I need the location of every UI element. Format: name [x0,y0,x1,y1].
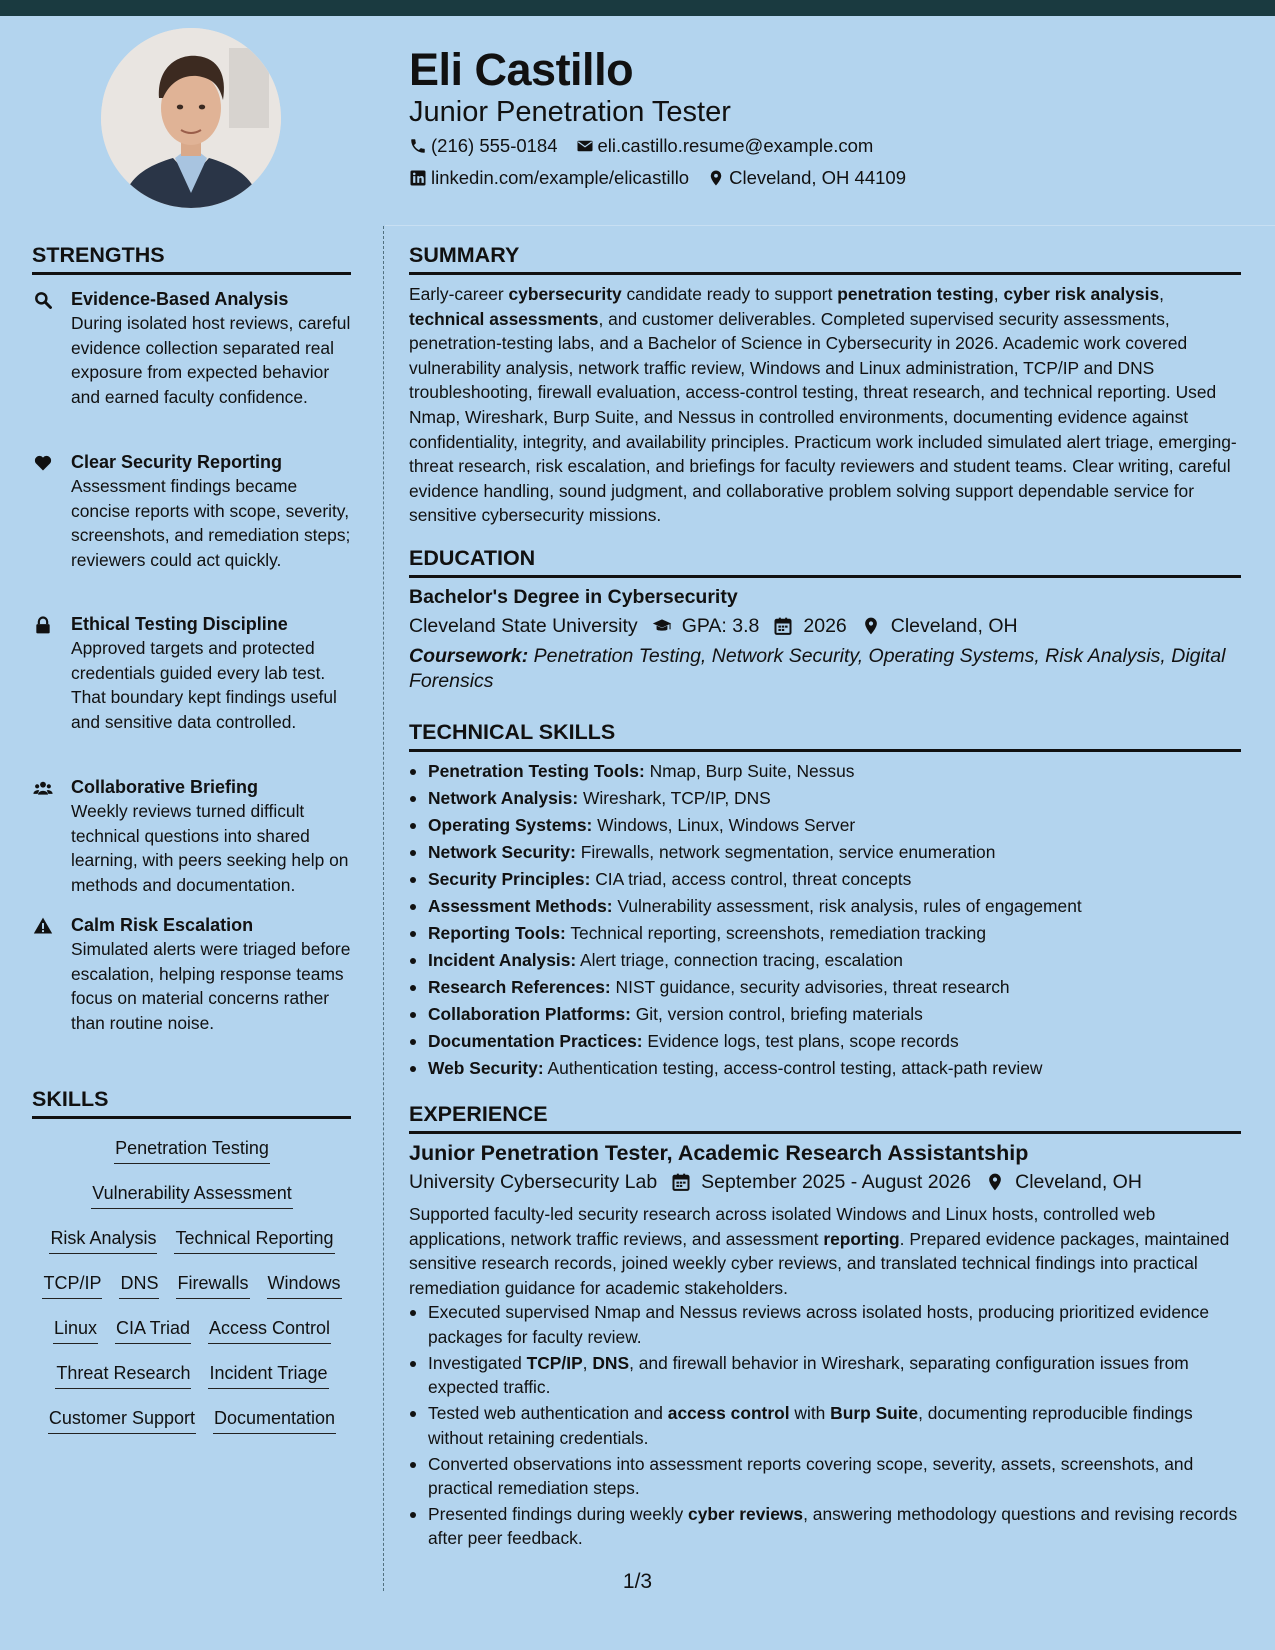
education-entry [409,584,1241,693]
technical-skill-values: Nmap, Burp Suite, Nessus [644,761,855,781]
text-run: , [1159,284,1164,304]
experience-org: University Cybersecurity Lab [409,1171,658,1193]
profile-photo [101,28,281,208]
heart-icon [32,453,54,473]
text-run: . Prepared evidence packages, maintained sensitive research records, joined weekly cyber reviews, and translated technical findings into practical remediation guidance for academic stakeholders. [409,1228,1230,1298]
skill-tag: Windows [267,1271,342,1299]
experience-bullet [409,1452,1241,1501]
text-run: Converted observations into assessment reports covering scope, severity, assets, screenshots, and practical remediation steps. [428,1453,1194,1499]
experience-bullet [409,1502,1241,1551]
technical-skill-values: Wireshark, TCP/IP, DNS [578,788,771,808]
skill-tag: Threat Research [55,1361,191,1389]
technical-skill-item [409,812,1241,839]
experience-heading: EXPERIENCE [409,1101,1241,1134]
strength-item [32,287,352,409]
phone-text: (216) 555-0184 [431,135,558,156]
top-accent-bar [0,0,1275,16]
skill-row [32,1271,352,1299]
technical-skill-category: Security Principles: [428,869,591,889]
skill-tag: CIA Triad [115,1316,191,1344]
technical-skill-values: Alert triage, connection tracing, escalation [576,950,903,970]
emphasis-text: penetration testing [837,284,994,304]
candidate-name: Eli Castillo [409,44,634,95]
experience-role: Junior Penetration Tester, Academic Research Assistantship [409,1141,1029,1165]
emphasis-text: cyber risk analysis [1003,284,1160,304]
technical-skill-item [409,920,1241,947]
experience-meta [409,1168,1241,1196]
coursework-label: Coursework: [409,645,529,667]
experience-entry [409,1139,1241,1552]
technical-skill-values: Firewalls, network segmentation, service enumeration [575,842,996,862]
summary-text [409,282,1241,528]
technical-skill-values: Vulnerability assessment, risk analysis, rules of engagement [612,896,1082,916]
emphasis-text: reporting [823,1228,900,1249]
skill-tag: Incident Triage [208,1361,328,1389]
text-run: Early-career [409,284,509,304]
warning-icon [32,916,54,936]
skill-row [32,1316,352,1344]
strength-title: Collaborative Briefing [71,777,259,797]
experience-bullets [409,1300,1241,1551]
skill-tag: Access Control [208,1316,331,1344]
contact-row-1 [409,134,891,158]
education-heading: EDUCATION [409,545,1241,578]
technical-skill-category: Web Security: [428,1058,544,1078]
emphasis-text: access control [667,1403,790,1424]
emphasis-text: cyber reviews [688,1503,804,1524]
text-run: , and firewall behavior in Wireshark, separating configuration issues from expected traffic. [428,1352,1189,1398]
technical-skill-item [409,947,1241,974]
strength-title: Evidence-Based Analysis [71,289,289,309]
technical-skill-item [409,1055,1241,1082]
technical-skill-item [409,1001,1241,1028]
technical-skill-values: NIST guidance, security advisories, threat research [610,977,1010,997]
graduation-cap-icon [652,616,672,636]
education-meta [409,612,1241,640]
degree-title: Bachelor's Degree in Cybersecurity [409,586,738,608]
page-number: 1/3 [622,1570,653,1593]
header-divider [385,225,1275,226]
location-item [707,166,906,190]
email-icon [576,137,594,155]
text-run: Executed supervised Nmap and Nessus reviews across isolated hosts, producing prioritized evidence packages for faculty review. [428,1302,1210,1347]
calendar-icon [773,616,793,636]
emphasis-text: cybersecurity [508,284,622,304]
phone-item [409,134,558,158]
school-name: Cleveland State University [409,615,638,637]
technical-skill-category: Penetration Testing Tools: [428,761,645,781]
technical-skill-category: Collaboration Platforms: [428,1004,631,1024]
strength-item [32,612,352,734]
strength-description: During isolated host reviews, careful evidence collection separated real exposure from expected behavior and earned faculty confidence. [71,313,351,407]
skill-tag: Penetration Testing [114,1136,270,1164]
skill-row [32,1406,352,1434]
skill-tag: Technical Reporting [174,1226,334,1254]
technical-skill-values: CIA triad, access control, threat concepts [590,869,912,889]
skill-tag: Vulnerability Assessment [91,1181,292,1209]
strength-description: Simulated alerts were triaged before escalation, helping response teams focus on material concerns rather than routine noise. [71,939,351,1033]
coursework [409,644,1241,693]
text-run: , [582,1352,593,1373]
technical-skill-item [409,866,1241,893]
calendar-icon [671,1172,691,1192]
technical-skill-item [409,758,1241,785]
coursework-list: Penetration Testing, Network Security, Operating Systems, Risk Analysis, Digital Forensics [409,645,1226,692]
experience-bullet [409,1351,1241,1400]
email-item[interactable] [576,134,874,158]
technical-skill-values: Evidence logs, test plans, scope records [642,1031,959,1051]
linkedin-text[interactable]: linkedin.com/example/elicastillo [431,167,690,188]
technical-skills-heading: TECHNICAL SKILLS [409,719,1241,752]
skill-tag: DNS [119,1271,159,1299]
gpa-text: GPA: 3.8 [681,615,760,637]
strengths-heading: STRENGTHS [32,242,351,275]
text-run: Tested web authentication and [428,1403,668,1424]
strength-description: Weekly reviews turned difficult technical questions into shared learning, with peers seeking help on methods and documentation. [71,801,349,895]
location-text: Cleveland, OH 44109 [729,167,906,188]
summary-heading: SUMMARY [409,242,1241,275]
text-run: candidate ready to support [621,284,838,304]
strength-title: Ethical Testing Discipline [71,614,288,634]
strength-description: Assessment findings became concise reports with scope, severity, screenshots, and remediation steps; reviewers could act quickly. [71,476,351,570]
technical-skill-values: Technical reporting, screenshots, remediation tracking [565,923,986,943]
technical-skill-category: Network Security: [428,842,576,862]
education-location: Cleveland, OH [890,615,1018,637]
technical-skill-category: Reporting Tools: [428,923,566,943]
technical-skill-category: Network Analysis: [428,788,579,808]
technical-skill-item [409,839,1241,866]
experience-bullet [409,1300,1241,1349]
technical-skill-item [409,785,1241,812]
contact-row-2 [409,166,924,190]
text-run: , documenting reproducible findings without retaining credentials. [428,1403,1193,1448]
strength-title: Calm Risk Escalation [71,915,254,935]
skill-tag: TCP/IP [42,1271,102,1299]
technical-skill-values: Authentication testing, access-control testing, attack-path review [543,1058,1043,1078]
experience-dates: September 2025 - August 2026 [701,1171,972,1193]
text-run: , and customer deliverables. Completed supervised security assessments, penetration-testing labs, and a Bachelor of Science in Cybersecurity in 2026. Academic work covered vulnerability analysis, network traffic review, Windows and Linux administration, TCP/IP and DNS troubleshooting, firewall evaluation, access-control testing, threat research, and technical reporting. Used Nmap, Wireshark, Burp Suite, and Nessus in controlled environments, documenting evidence against confidentiality, integrity, and availability principles. Practicum work included simulated alert triage, emerging-threat research, risk escalation, and briefings for faculty reviewers and student teams. Clear writing, careful evidence handling, sound judgment, and collaborative problem solving support dependable service for sensitive cybersecurity missions. [409,308,1237,526]
phone-icon [409,137,427,155]
map-pin-icon [861,616,881,636]
candidate-title: Junior Penetration Tester [409,96,731,128]
strength-item [32,775,352,897]
search-icon [32,290,54,310]
technical-skill-item [409,974,1241,1001]
strength-item [32,450,352,572]
technical-skill-category: Assessment Methods: [428,896,613,916]
experience-location: Cleveland, OH [1015,1171,1142,1193]
technical-skill-category: Operating Systems: [428,815,593,835]
users-icon [32,778,54,798]
text-run: , [993,284,1004,304]
experience-intro [409,1202,1241,1300]
technical-skill-item [409,1028,1241,1055]
emphasis-text: technical assessments [409,308,599,329]
technical-skill-values: Windows, Linux, Windows Server [592,815,856,835]
emphasis-text: TCP/IP [526,1352,583,1373]
text-run: , answering methodology questions and revising records after peer feedback. [428,1503,1238,1549]
skill-row [32,1181,352,1209]
strength-description: Approved targets and protected credentials guided every lab test. That boundary kept findings useful and sensitive data controlled. [71,638,337,732]
technical-skill-category: Documentation Practices: [428,1031,643,1051]
skill-tag: Risk Analysis [49,1226,157,1254]
skill-tag: Linux [53,1316,98,1344]
technical-skills-list [409,758,1241,1082]
skills-heading: SKILLS [32,1086,351,1119]
technical-skill-category: Research References: [428,977,611,997]
technical-skill-item [409,893,1241,920]
column-divider [383,226,384,1591]
lock-icon [32,615,54,635]
graduation-year: 2026 [803,615,847,637]
text-run: Investigated [428,1352,527,1373]
text-run: with [789,1403,831,1424]
skill-tag: Firewalls [176,1271,249,1299]
skill-row [32,1136,352,1164]
map-pin-icon [985,1172,1005,1192]
experience-bullet [409,1401,1241,1450]
text-run: Supported faculty-led security research across isolated Windows and Linux hosts, controlled web applications, network traffic reviews, and assessment [409,1204,1156,1249]
strength-title: Clear Security Reporting [71,452,283,472]
skill-row [32,1226,352,1254]
linkedin-item[interactable] [409,166,689,190]
technical-skill-values: Git, version control, briefing materials [630,1004,923,1024]
skill-tag: Documentation [213,1406,336,1434]
map-pin-icon [707,169,725,187]
strength-item [32,913,352,1035]
email-text[interactable]: eli.castillo.resume@example.com [597,135,874,156]
skill-tag: Customer Support [48,1406,196,1434]
emphasis-text: DNS [592,1352,630,1373]
skill-row [32,1361,352,1389]
text-run: Presented findings during weekly [428,1503,689,1524]
linkedin-icon [409,169,427,187]
emphasis-text: Burp Suite [830,1403,919,1424]
technical-skill-category: Incident Analysis: [428,950,577,970]
